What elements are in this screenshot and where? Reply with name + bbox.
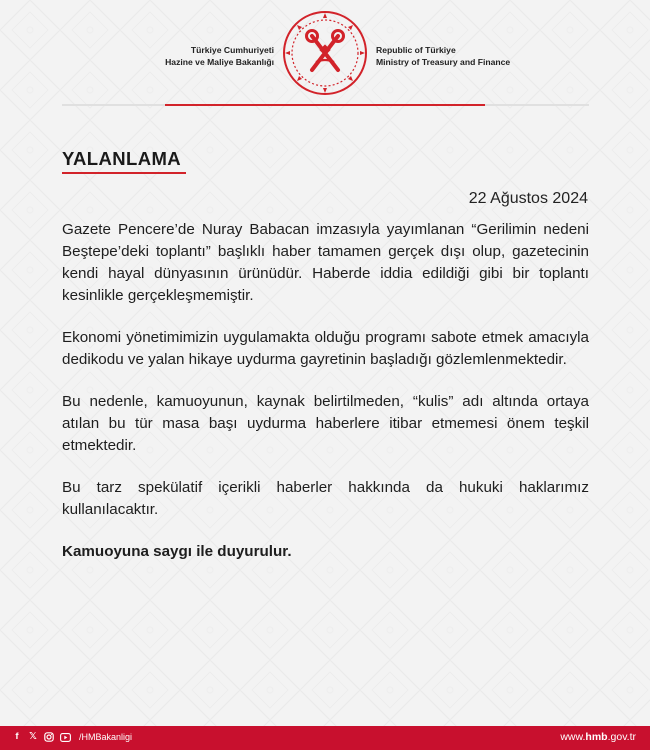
social-handle[interactable]: /HMBakanligi <box>79 732 133 742</box>
ministry-emblem-icon <box>282 10 368 96</box>
facebook-icon[interactable]: f <box>15 731 19 742</box>
paragraph-4: Bu tarz spekülatif içerikli haberler hakkında da hukuki haklarımız kullanılacaktır. <box>62 479 589 518</box>
org-name-english <box>376 44 510 68</box>
org-tr-line1: Türkiye Cumhuriyeti <box>190 45 274 55</box>
instagram-icon[interactable] <box>44 732 54 742</box>
title-underline <box>62 172 186 174</box>
org-name-turkish <box>165 44 274 68</box>
document-body <box>62 219 589 583</box>
paragraph-2: Ekonomi yönetimimizin uygulamakta olduğu programı sabote etmek amacıyla dedikodu ve yalan hikaye uydurma gayretinin başladığı gözlemlenmektedir. <box>62 329 589 368</box>
youtube-icon[interactable] <box>60 733 71 742</box>
document-title: YALANLAMA <box>62 148 182 169</box>
website-prefix: www. <box>560 731 586 743</box>
website-domain: hmb <box>585 731 608 743</box>
org-en-line1: Republic of Türkiye <box>376 45 456 55</box>
letterhead <box>0 0 650 110</box>
header-divider-accent <box>165 104 485 106</box>
document-date: 22 Ağustos 2024 <box>468 190 588 207</box>
footer-bar <box>0 726 650 750</box>
org-en-line2: Ministry of Treasury and Finance <box>376 57 511 67</box>
social-links <box>12 731 132 743</box>
website-suffix: .gov.tr <box>607 731 636 743</box>
x-icon[interactable]: 𝕏 <box>29 731 37 742</box>
paragraph-1: Gazete Pencere’de Nuray Babacan imzasıyla yayımlanan “Gerilimin nedeni Beştepe’deki toplantı” başlıklı haber tamamen gerçek dışı olup, gazetecinin kendi hayal dünyasının ürünüdür. Haberde iddia edildiği gibi bir toplantı kesinlikle gerçekleşmemiştir. <box>62 221 589 304</box>
closing-statement: Kamuoyuna saygı ile duyurulur. <box>62 543 292 560</box>
website-link[interactable] <box>560 731 636 743</box>
org-tr-line2: Hazine ve Maliye Bakanlığı <box>165 57 274 67</box>
paragraph-3: Bu nedenle, kamuoyunun, kaynak belirtilmeden, “kulis” adı altında ortaya atılan bu tür masa başı uydurma haberlere itibar etmemesi önem teşkil etmektedir. <box>62 393 589 454</box>
